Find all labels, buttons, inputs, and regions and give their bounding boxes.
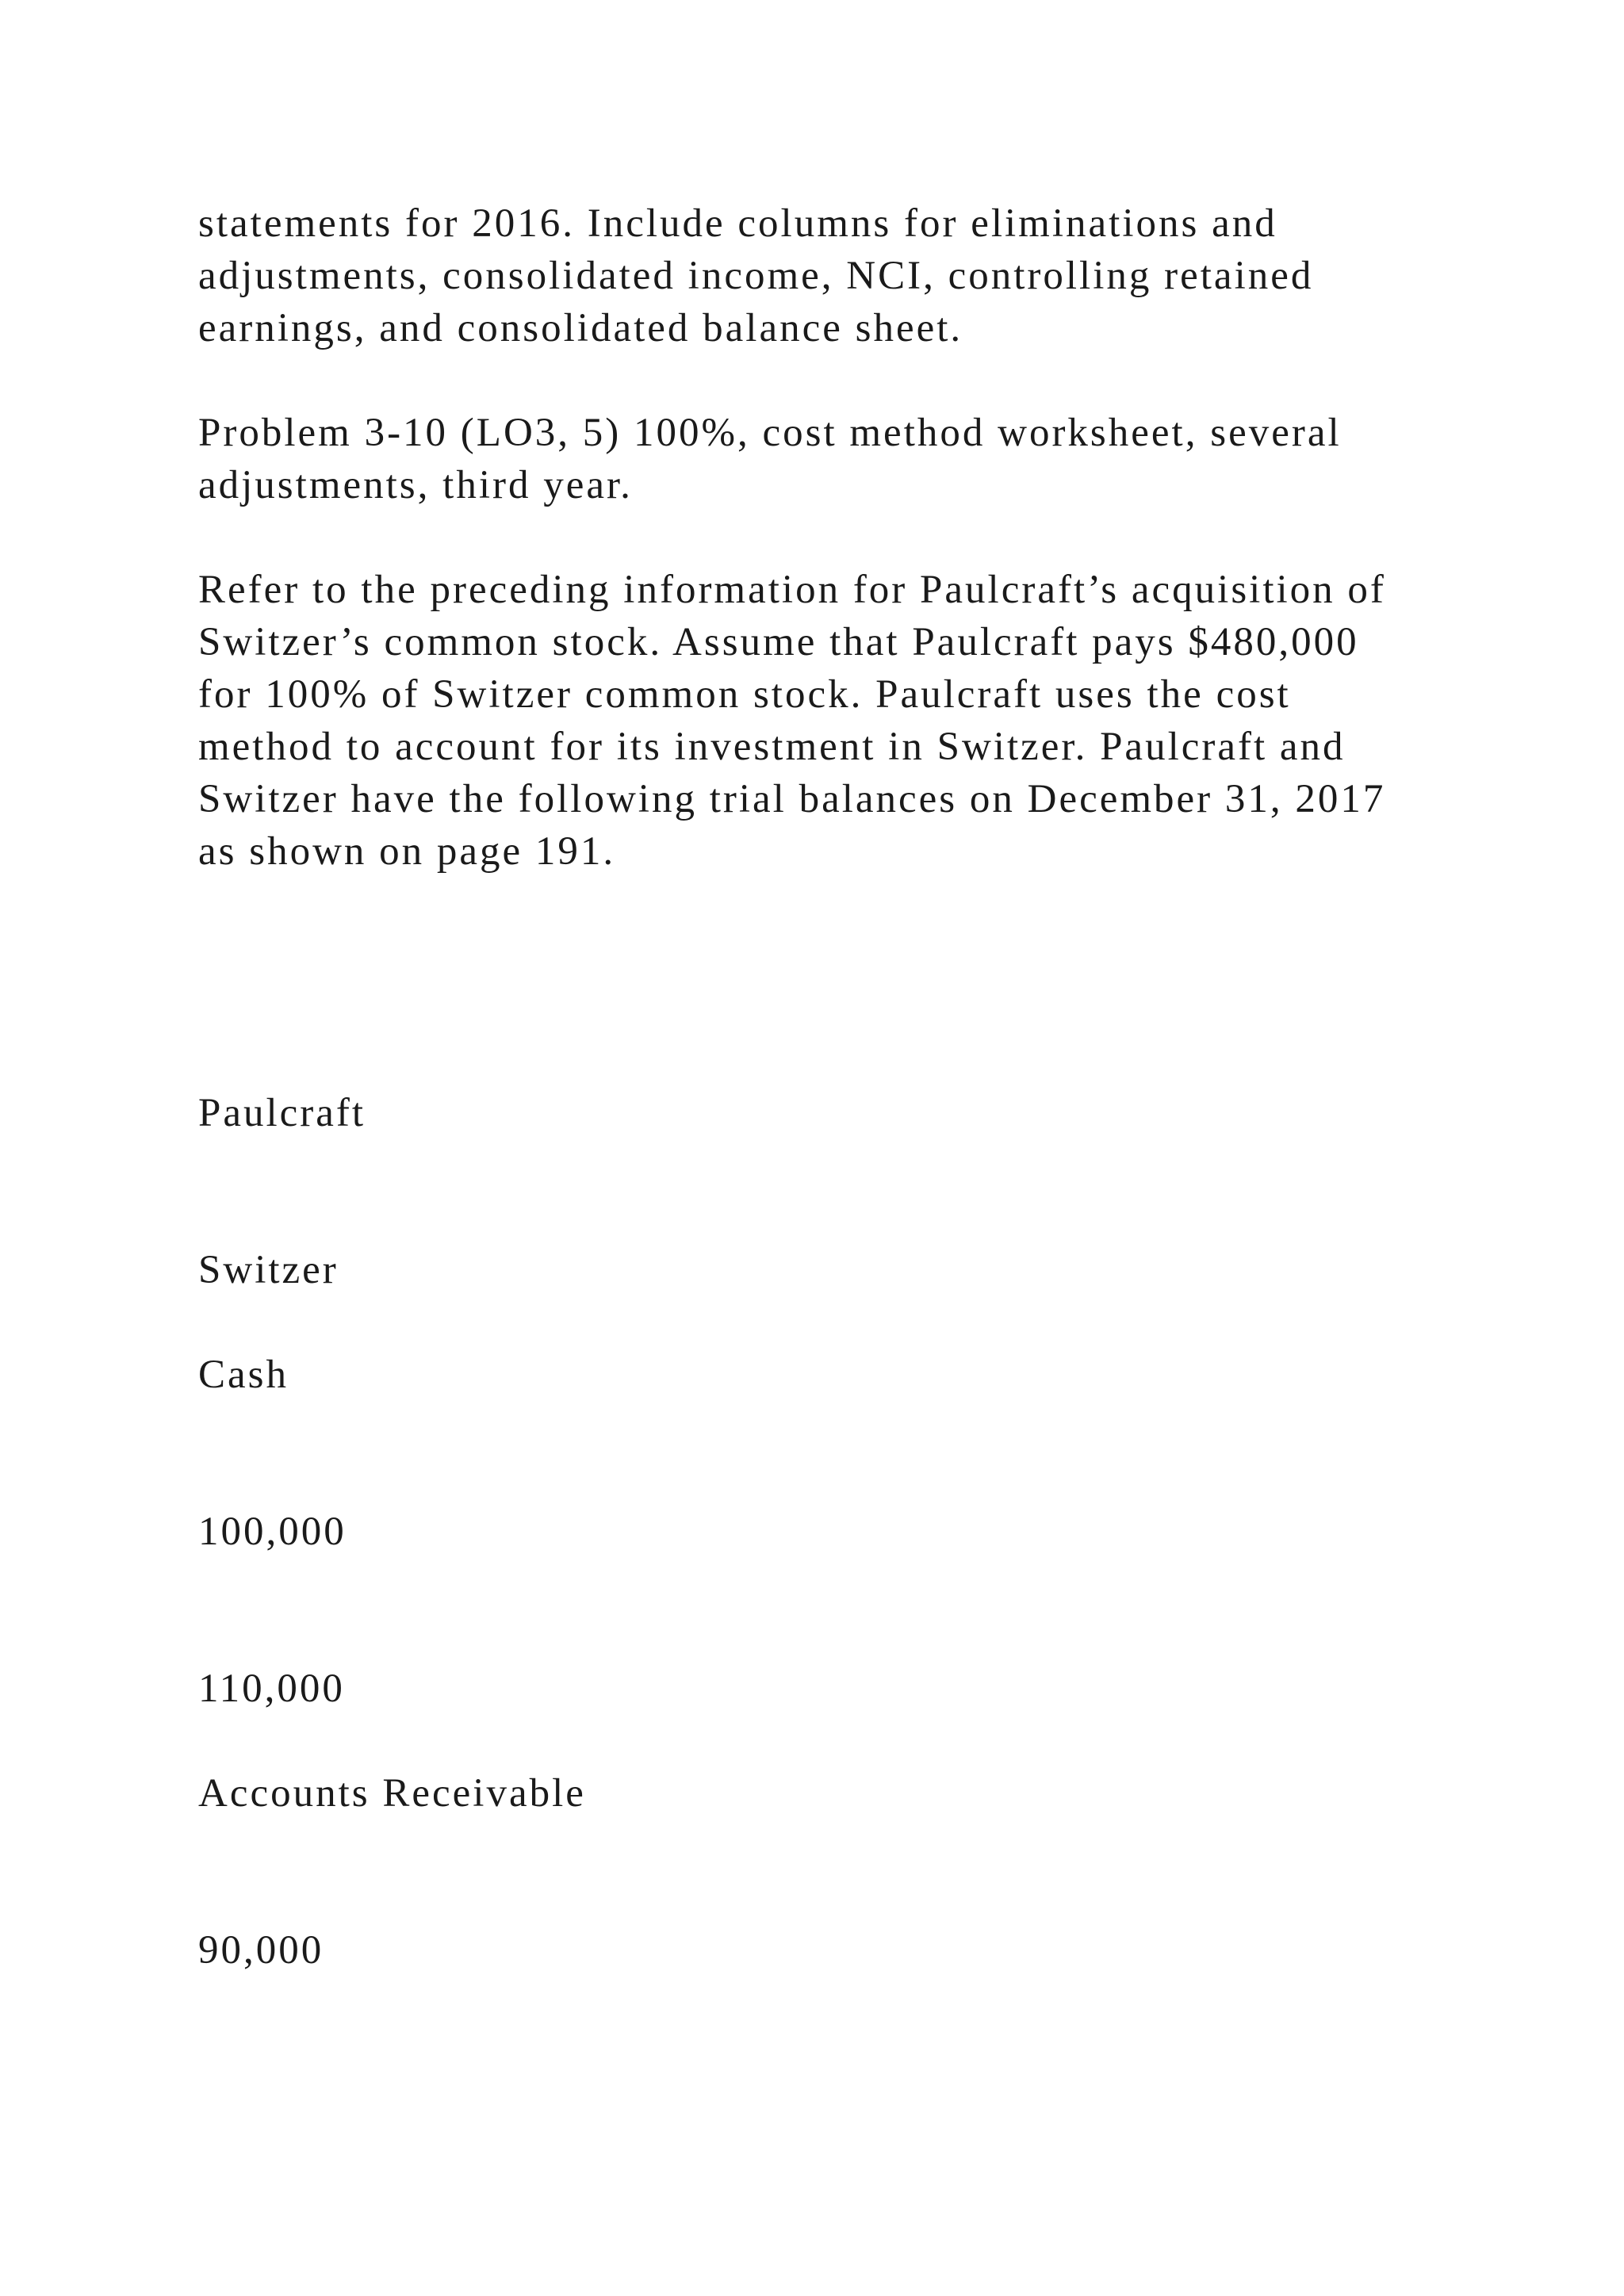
problem-heading-line: Problem 3-10 (LO3, 5) 100%, cost method worksheet, several [198,411,1342,455]
company-label-paulcraft: Paulcraft [198,1091,366,1135]
text-line: adjustments, consolidated income, NCI, controlling retained [198,254,1314,298]
account-label-accounts-receivable: Accounts Receivable [198,1771,586,1816]
text-line: for 100% of Switzer common stock. Paulcraft uses the cost [198,672,1291,717]
text-line: Switzer’s common stock. Assume that Paulcraft pays $480,000 [198,620,1359,664]
company-label-switzer: Switzer [198,1248,339,1292]
account-label-cash: Cash [198,1353,289,1397]
text-line: earnings, and consolidated balance sheet. [198,306,963,350]
text-line: as shown on page 191. [198,829,616,874]
problem-heading-line: adjustments, third year. [198,463,633,507]
amount-value: 110,000 [198,1667,345,1711]
text-line: Switzer have the following trial balances on December 31, 2017 [198,777,1386,821]
amount-value: 90,000 [198,1928,324,1973]
text-line: statements for 2016. Include columns for eliminations and [198,201,1277,246]
amount-value: 100,000 [198,1510,347,1554]
text-line: Refer to the preceding information for Paulcraft’s acquisition of [198,568,1386,612]
text-line: method to account for its investment in Switzer. Paulcraft and [198,725,1346,769]
